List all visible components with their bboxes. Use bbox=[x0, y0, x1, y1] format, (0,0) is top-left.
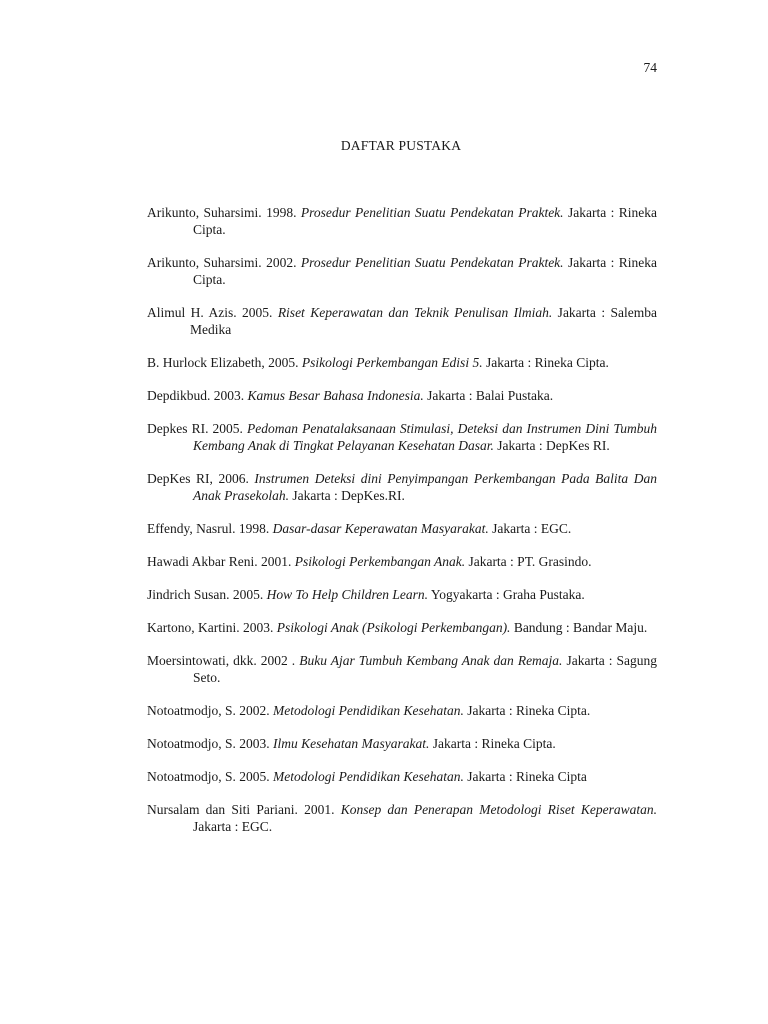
reference-title: Prosedur Penelitian Suatu Pendekatan Praktek. bbox=[300, 255, 564, 270]
reference-publisher: Jakarta : Salemba Medika bbox=[190, 305, 657, 337]
reference-publisher: Jakarta : DepKes.RI. bbox=[288, 488, 405, 503]
reference-publisher: Bandung : Bandar Maju. bbox=[510, 620, 648, 635]
reference-entry bbox=[147, 304, 657, 338]
reference-author: Kartono, Kartini. 2003. bbox=[147, 620, 277, 635]
reference-title: Psikologi Perkembangan Anak. bbox=[294, 554, 466, 569]
reference-author: Depkes RI. 2005. bbox=[147, 421, 248, 436]
reference-title: Pedoman Penatalaksanaan Stimulasi, Deteksi dan Instrumen Dini Tumbuh Kembang Anak di Tingkat Pelayanan Kesehatan Dasar. bbox=[193, 421, 657, 453]
reference-author: B. Hurlock Elizabeth, 2005. bbox=[147, 355, 302, 370]
reference-title: Instrumen Deteksi dini Penyimpangan Perkembangan Pada Balita Dan Anak Prasekolah. bbox=[193, 471, 657, 503]
reference-publisher: Jakarta : Rineka Cipta. bbox=[193, 255, 658, 287]
reference-title: Metodologi Pendidikan Kesehatan. bbox=[273, 703, 464, 718]
reference-entry bbox=[147, 520, 657, 537]
reference-author: Notoatmodjo, S. 2005. bbox=[147, 769, 274, 784]
reference-publisher: Jakarta : Rineka Cipta bbox=[463, 769, 587, 784]
reference-title: Psikologi Perkembangan Edisi 5. bbox=[301, 355, 483, 370]
reference-entry bbox=[147, 735, 657, 752]
reference-publisher: Jakarta : Rineka Cipta. bbox=[463, 703, 591, 718]
reference-publisher: Yogyakarta : Graha Pustaka. bbox=[428, 587, 585, 602]
reference-entry bbox=[147, 420, 657, 454]
reference-entry bbox=[147, 254, 657, 288]
reference-author: Jindrich Susan. 2005. bbox=[147, 587, 267, 602]
reference-author: Moersintowati, dkk. 2002 . bbox=[147, 653, 300, 668]
reference-entry bbox=[147, 204, 657, 238]
reference-title: Kamus Besar Bahasa Indonesia. bbox=[247, 388, 424, 403]
reference-author: Hawadi Akbar Reni. 2001. bbox=[147, 554, 295, 569]
reference-title: Riset Keperawatan dan Teknik Penulisan Ilmiah. bbox=[277, 305, 553, 320]
reference-author: Nursalam dan Siti Pariani. 2001. bbox=[147, 802, 341, 817]
reference-author: Arikunto, Suharsimi. 2002. bbox=[147, 255, 301, 270]
reference-publisher: Jakarta : Rineka Cipta. bbox=[482, 355, 609, 370]
reference-publisher: Jakarta : Sagung Seto. bbox=[193, 653, 657, 685]
reference-entry bbox=[147, 768, 657, 785]
reference-publisher: Jakarta : EGC. bbox=[193, 819, 273, 834]
reference-publisher: Jakarta : EGC. bbox=[488, 521, 572, 536]
reference-entry bbox=[147, 702, 657, 719]
reference-title: Psikologi Anak (Psikologi Perkembangan). bbox=[276, 620, 511, 635]
reference-author: Effendy, Nasrul. 1998. bbox=[147, 521, 273, 536]
reference-author: Depdikbud. 2003. bbox=[147, 388, 248, 403]
reference-entry bbox=[147, 619, 657, 636]
reference-publisher: Jakarta : PT. Grasindo. bbox=[465, 554, 592, 569]
reference-title: Dasar-dasar Keperawatan Masyarakat. bbox=[272, 521, 489, 536]
reference-publisher: Jakarta : DepKes RI. bbox=[493, 438, 610, 453]
reference-title: Prosedur Penelitian Suatu Pendekatan Praktek. bbox=[300, 205, 564, 220]
reference-entry bbox=[147, 652, 657, 686]
reference-publisher: Jakarta : Rineka Cipta. bbox=[193, 205, 658, 237]
reference-entry bbox=[147, 470, 657, 504]
reference-entry bbox=[147, 801, 657, 835]
reference-author: Arikunto, Suharsimi. 1998. bbox=[147, 205, 301, 220]
reference-author: DepKes RI, 2006. bbox=[147, 471, 255, 486]
reference-title: Konsep dan Penerapan Metodologi Riset Keperawatan. bbox=[340, 802, 657, 817]
reference-entry bbox=[147, 586, 657, 603]
reference-author: Notoatmodjo, S. 2003. bbox=[147, 736, 274, 751]
reference-title: Ilmu Kesehatan Masyarakat. bbox=[273, 736, 430, 751]
reference-publisher: Jakarta : Rineka Cipta. bbox=[429, 736, 556, 751]
reference-list bbox=[147, 204, 657, 851]
page-number: 74 bbox=[643, 60, 657, 75]
reference-entry bbox=[147, 387, 657, 404]
reference-title: Metodologi Pendidikan Kesehatan. bbox=[273, 769, 464, 784]
reference-entry bbox=[147, 553, 657, 570]
reference-publisher: Jakarta : Balai Pustaka. bbox=[423, 388, 554, 403]
reference-entry bbox=[147, 354, 657, 371]
reference-title: How To Help Children Learn. bbox=[266, 587, 429, 602]
page-title: DAFTAR PUSTAKA bbox=[340, 138, 462, 153]
reference-title: Buku Ajar Tumbuh Kembang Anak dan Remaja. bbox=[299, 653, 563, 668]
reference-author: Notoatmodjo, S. 2002. bbox=[147, 703, 274, 718]
reference-author: Alimul H. Azis. 2005. bbox=[147, 305, 278, 320]
